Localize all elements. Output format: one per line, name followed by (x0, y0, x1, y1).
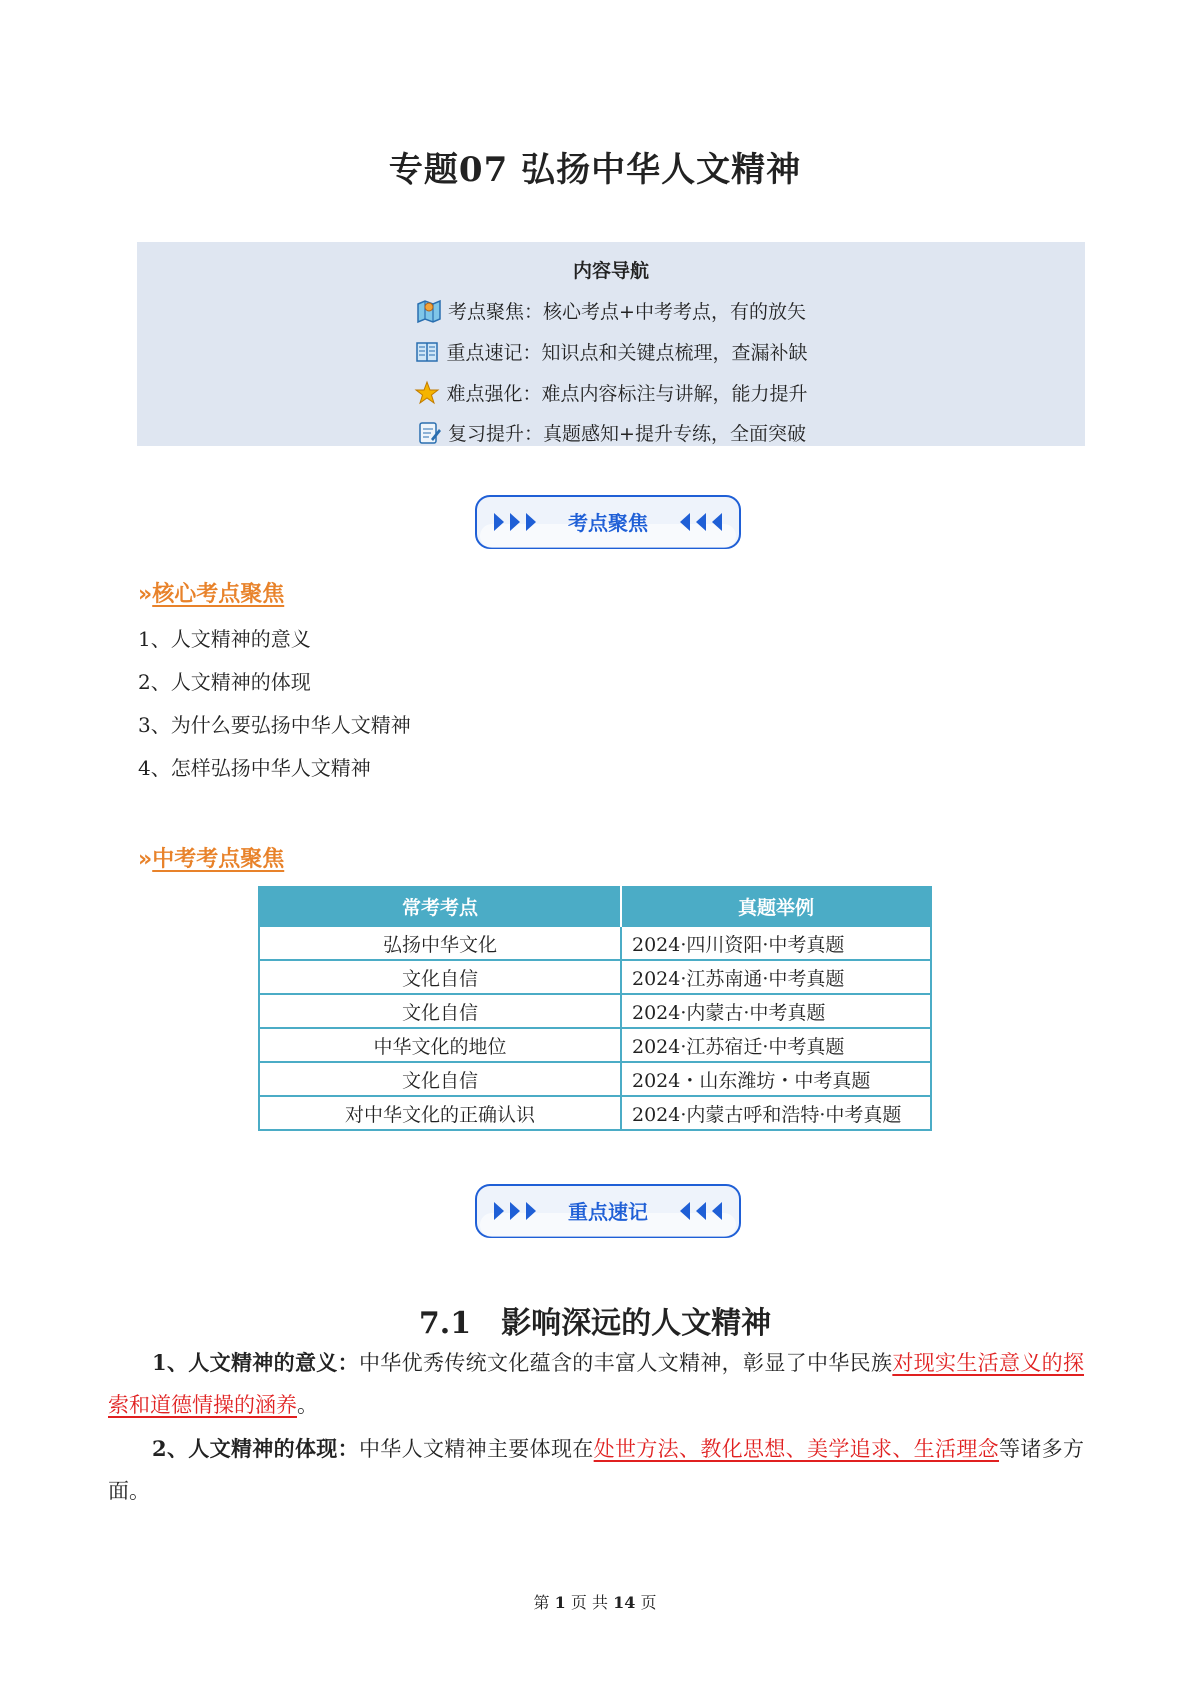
table-cell: 文化自信 (259, 1062, 621, 1096)
table-cell: 文化自信 (259, 960, 621, 994)
list-item: 1、人文精神的意义 (138, 627, 311, 651)
table-row (259, 994, 931, 1028)
banner-kaodian-jujiao (474, 494, 742, 552)
key-point-highlight: 对现实生活意义的探索和道德情操的涵养 (108, 1351, 1085, 1417)
book-icon (414, 339, 440, 365)
map-icon (416, 298, 442, 324)
table-cell: 2024·四川资阳·中考真题 (621, 926, 931, 960)
exam-heading: » 中考考点聚焦 (138, 846, 285, 872)
banner-label: 重点速记 (568, 1200, 648, 1224)
section-title: 7.1 影响深远的人文精神 (418, 1306, 772, 1341)
nav-row-review (137, 419, 1085, 446)
core-heading: » 核心考点聚焦 (138, 581, 285, 607)
nav-row-text: 重点速记：知识点和关键点梳理，查漏补缺 (446, 342, 808, 364)
paragraph-significance: 1、人文精神的意义：中华优秀传统文化蕴含的丰富人文精神，彰显了中华民族对现实生活意义的探索和道德情操的涵养。 (108, 1350, 1085, 1417)
page-footer: 第 1 页 共 14 页 (533, 1593, 657, 1612)
table-row (259, 1096, 931, 1130)
table-row (259, 1028, 931, 1062)
nav-row-text: 复习提升：真题感知+提升专练，全面突破 (448, 423, 806, 445)
table-header-row (259, 887, 931, 926)
double-chevron-icon: » (138, 582, 147, 607)
star-icon (414, 380, 440, 406)
list-item: 3、为什么要弘扬中华人文精神 (138, 713, 411, 737)
table-row (259, 1062, 931, 1096)
notepad-icon (416, 420, 442, 446)
list-item: 2、人文精神的体现 (138, 670, 311, 694)
nav-row-text: 考点聚焦：核心考点+中考考点，有的放矢 (448, 301, 806, 323)
double-chevron-icon: » (138, 847, 147, 872)
banner-zhongdian-suji (474, 1183, 742, 1241)
table-cell: 2024·内蒙古·中考真题 (621, 994, 931, 1028)
nav-row-text: 难点强化：难点内容标注与讲解，能力提升 (446, 383, 808, 405)
page-number: 1 (554, 1593, 566, 1612)
column-header: 常考考点 (259, 887, 621, 926)
table-cell: 2024·江苏南通·中考真题 (621, 960, 931, 994)
nav-heading: 内容导航 (572, 260, 649, 282)
nav-row-memo (137, 338, 1085, 365)
table-cell: 中华文化的地位 (259, 1028, 621, 1062)
nav-row-difficulty (137, 379, 1085, 406)
column-header: 真题举例 (621, 887, 931, 926)
page-title: 专题07 弘扬中华人文精神 (388, 150, 802, 190)
exam-table (258, 886, 932, 1131)
page-total: 14 (613, 1593, 636, 1612)
table-cell: 文化自信 (259, 994, 621, 1028)
content-navigation-box (137, 242, 1085, 446)
key-point-highlight: 处世方法、教化思想、美学追求、生活理念 (593, 1437, 1000, 1461)
paragraph-embodiment: 2、人文精神的体现：中华人文精神主要体现在处世方法、教化思想、美学追求、生活理念等诸多方面。 (108, 1436, 1085, 1503)
table-cell: 弘扬中华文化 (259, 926, 621, 960)
banner-label: 考点聚焦 (568, 511, 648, 535)
paragraph-label: 1、人文精神的意义： (152, 1350, 359, 1375)
table-cell: 对中华文化的正确认识 (259, 1096, 621, 1130)
paragraph-label: 2、人文精神的体现： (152, 1436, 359, 1461)
table-row (259, 960, 931, 994)
table-row (259, 926, 931, 960)
list-item: 4、怎样弘扬中华人文精神 (138, 756, 371, 780)
table-cell: 2024・山东潍坊・中考真题 (621, 1062, 931, 1096)
nav-row-focus (137, 297, 1085, 324)
table-cell: 2024·内蒙古呼和浩特·中考真题 (621, 1096, 931, 1130)
table-cell: 2024·江苏宿迁·中考真题 (621, 1028, 931, 1062)
